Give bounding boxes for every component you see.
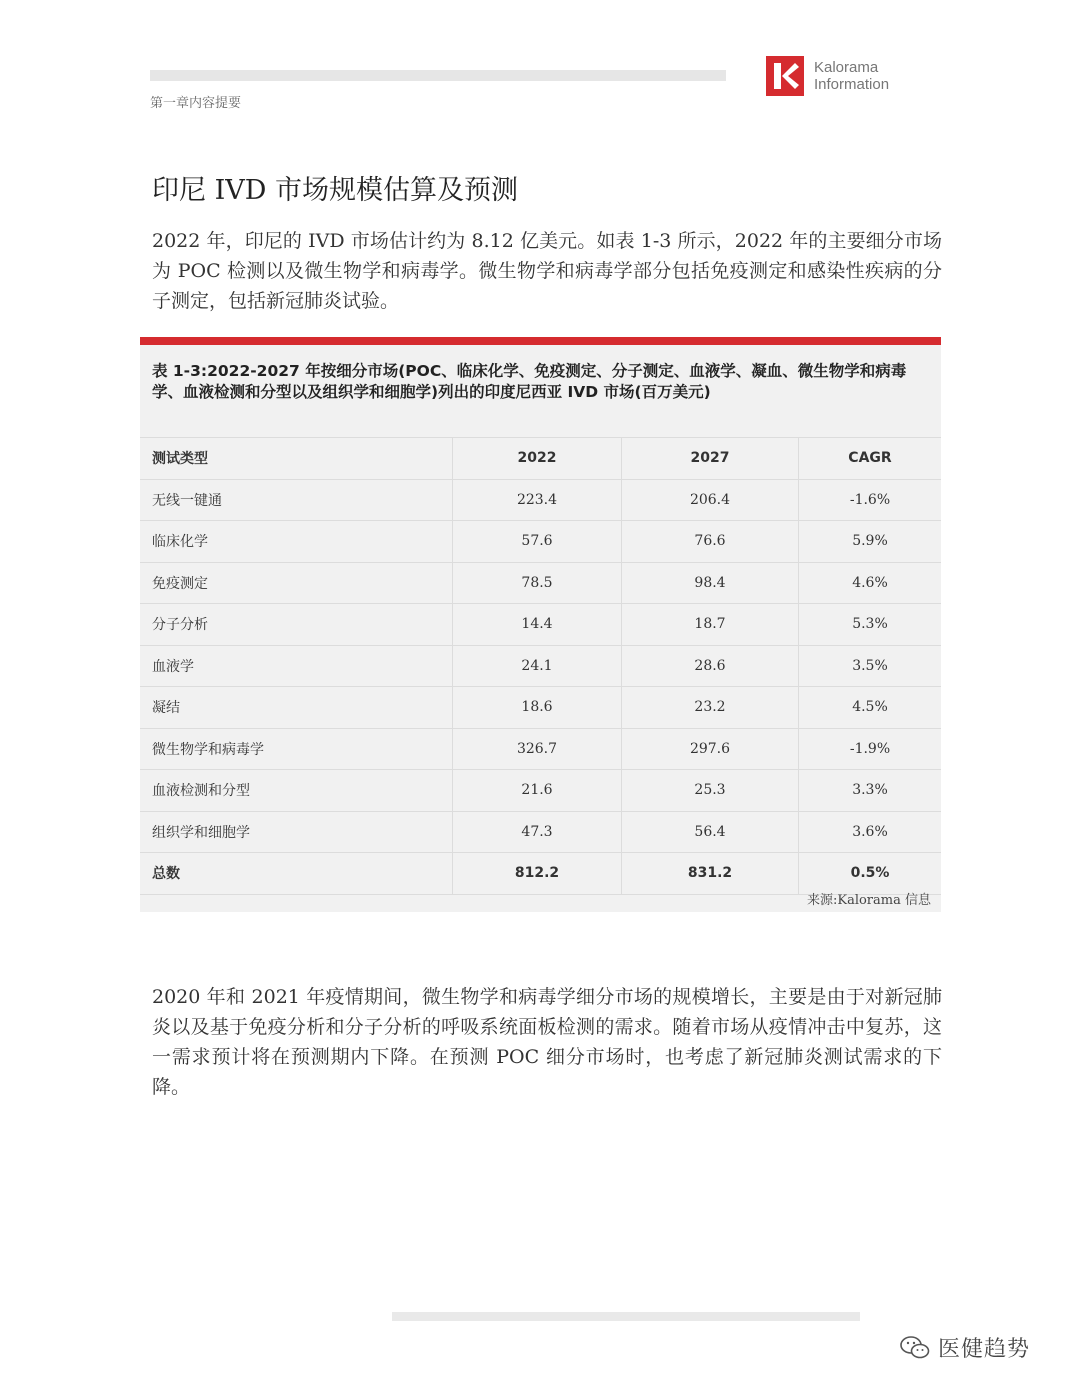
closing-paragraph: 2020 年和 2021 年疫情期间，微生物学和病毒学细分市场的规模增长，主要是由于对新冠肺炎以及基于免疫分析和分子分析的呼吸系统面板检测的需求。随着市场从疫情冲击中复苏，这一需求预计将在预测期内下降。在预测 POC 细分市场时，也考虑了新冠肺炎测试需求的下降。 xyxy=(152,986,942,1098)
table-title: 表 1-3:2022-2027 年按细分市场(POC、临床化学、免疫测定、分子测定、血液学、凝血、微生物学和病毒学、血液检测和分型以及组织学和细胞学)列出的印度尼西亚 IVD 市场(百万美元) xyxy=(152,362,907,401)
row-value-2022: 47.3 xyxy=(453,811,622,853)
row-value-2022: 57.6 xyxy=(453,521,622,563)
watermark-text: 医健趋势 xyxy=(938,1337,1031,1362)
row-cagr: 5.9% xyxy=(799,521,942,563)
row-value-2027: 297.6 xyxy=(622,728,799,770)
row-value-2027: 76.6 xyxy=(622,521,799,563)
wechat-icon xyxy=(900,1335,930,1361)
table-row xyxy=(140,562,941,604)
row-label: 临床化学 xyxy=(140,521,453,563)
market-table-block xyxy=(140,337,941,912)
intro-paragraph: 2022 年，印尼的 IVD 市场估计约为 8.12 亿美元。如表 1-3 所示，2022 年的主要细分市场为 POC 检测以及微生物学和病毒学。微生物学和病毒学部分包括免疫测定和感染性疾病的分子测定，包括新冠肺炎试验。 xyxy=(152,230,942,312)
row-value-2022: 223.4 xyxy=(453,479,622,521)
row-cagr: 3.5% xyxy=(799,645,942,687)
row-label: 分子分析 xyxy=(140,604,453,646)
footer-rule xyxy=(392,1312,860,1321)
logo-line1: Kalorama xyxy=(814,59,879,76)
total-cagr: 0.5% xyxy=(799,853,942,895)
section-heading: 印尼 IVD 市场规模估算及预测 xyxy=(152,175,518,206)
table-row xyxy=(140,811,941,853)
row-cagr: 4.6% xyxy=(799,562,942,604)
header-cell-cagr: CAGR xyxy=(799,438,942,480)
row-value-2027: 206.4 xyxy=(622,479,799,521)
table-row xyxy=(140,645,941,687)
row-label: 血液检测和分型 xyxy=(140,770,453,812)
row-label: 免疫测定 xyxy=(140,562,453,604)
row-cagr: -1.9% xyxy=(799,728,942,770)
header-cell-type: 测试类型 xyxy=(140,438,453,480)
table-row xyxy=(140,479,941,521)
row-cagr: 3.6% xyxy=(799,811,942,853)
row-value-2027: 28.6 xyxy=(622,645,799,687)
row-cagr: 5.3% xyxy=(799,604,942,646)
row-label: 凝结 xyxy=(140,687,453,729)
table-source: 来源:Kalorama 信息 xyxy=(806,893,931,908)
row-label: 血液学 xyxy=(140,645,453,687)
row-value-2027: 98.4 xyxy=(622,562,799,604)
row-value-2022: 24.1 xyxy=(453,645,622,687)
total-label: 总数 xyxy=(140,853,453,895)
table-row xyxy=(140,604,941,646)
market-table xyxy=(140,437,941,895)
chapter-label: 第一章内容提要 xyxy=(150,96,242,111)
row-cagr: 4.5% xyxy=(799,687,942,729)
kalorama-logo-icon xyxy=(766,56,804,96)
row-value-2027: 23.2 xyxy=(622,687,799,729)
table-row xyxy=(140,687,941,729)
watermark xyxy=(900,1332,1030,1363)
row-value-2022: 21.6 xyxy=(453,770,622,812)
table-total-row xyxy=(140,853,941,895)
row-value-2027: 25.3 xyxy=(622,770,799,812)
header-rule xyxy=(150,70,726,81)
kalorama-logo xyxy=(766,56,889,96)
row-label: 无线一键通 xyxy=(140,479,453,521)
row-value-2027: 18.7 xyxy=(622,604,799,646)
header-cell-2022: 2022 xyxy=(453,438,622,480)
table-row xyxy=(140,521,941,563)
row-cagr: 3.3% xyxy=(799,770,942,812)
logo-line2: Information xyxy=(814,76,890,93)
row-value-2022: 326.7 xyxy=(453,728,622,770)
total-value-2022: 812.2 xyxy=(453,853,622,895)
row-label: 微生物学和病毒学 xyxy=(140,728,453,770)
row-label: 组织学和细胞学 xyxy=(140,811,453,853)
row-value-2022: 78.5 xyxy=(453,562,622,604)
row-value-2022: 14.4 xyxy=(453,604,622,646)
row-value-2022: 18.6 xyxy=(453,687,622,729)
row-value-2027: 56.4 xyxy=(622,811,799,853)
table-row xyxy=(140,728,941,770)
header-cell-2027: 2027 xyxy=(622,438,799,480)
row-cagr: -1.6% xyxy=(799,479,942,521)
logo-text xyxy=(814,59,889,93)
total-value-2027: 831.2 xyxy=(622,853,799,895)
table-header-row xyxy=(140,438,941,480)
table-row xyxy=(140,770,941,812)
